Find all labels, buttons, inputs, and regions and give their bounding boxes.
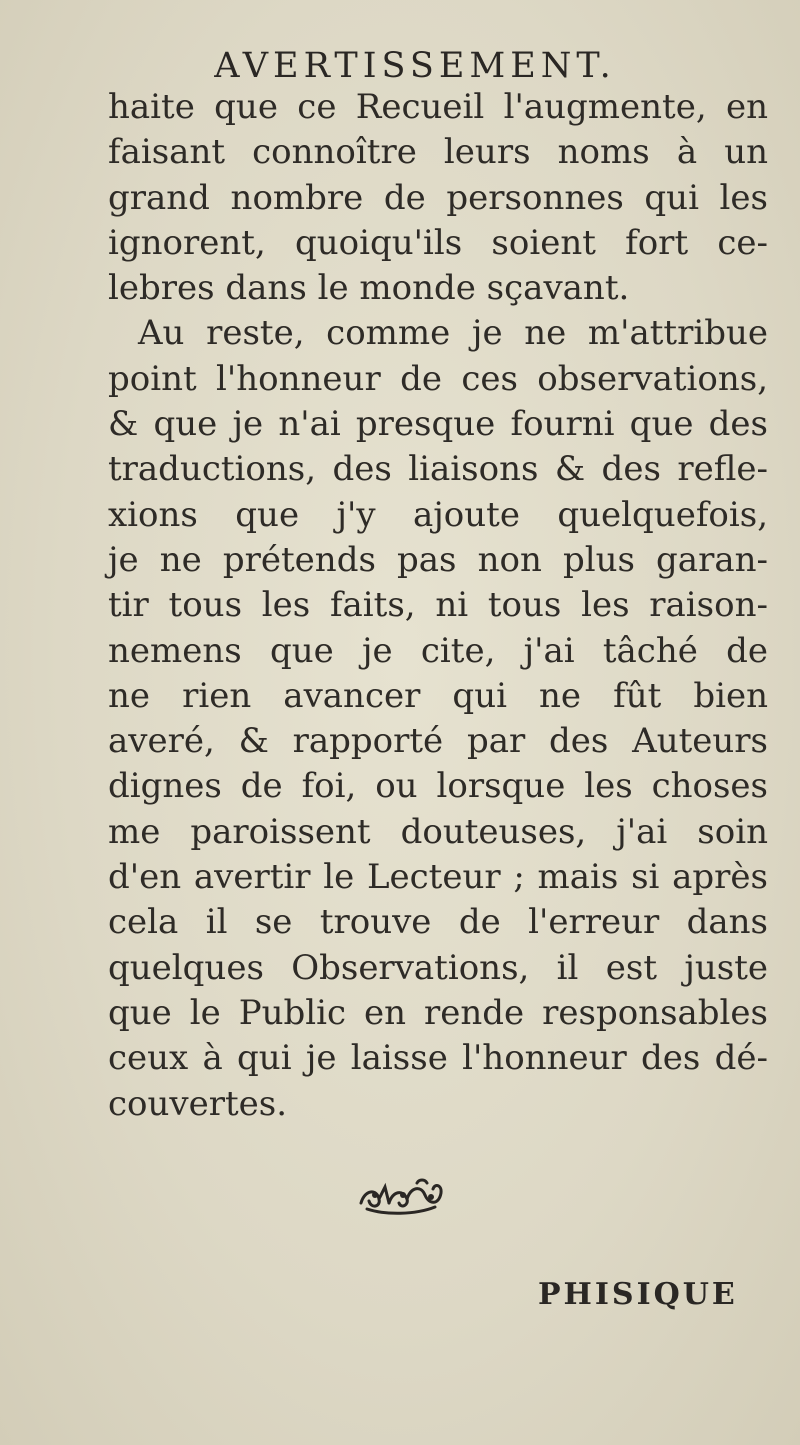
- text-line: ignorent, quoiqu'ils soient fort ce-: [108, 222, 768, 263]
- text-line: haite que ce Recueil l'augmente, en: [108, 87, 768, 127]
- catchword: PHISIQUE: [538, 1277, 738, 1312]
- text-line: cela il se trouve de l'erreur dans: [108, 902, 768, 943]
- text-line: traductions, des liaisons & des refle-: [108, 449, 768, 490]
- text-line: je ne prétends pas non plus garan-: [108, 539, 768, 580]
- text-line: lebres dans le monde sçavant.: [108, 268, 630, 309]
- text-line: point l'honneur de ces observations,: [108, 358, 768, 399]
- text-line: que le Public en rende responsables: [108, 992, 768, 1033]
- text-line: quelques Observations, il est juste: [108, 947, 768, 988]
- text-line: grand nombre de personnes qui les: [108, 177, 768, 218]
- running-head: AVERTISSEMENT.: [214, 46, 616, 86]
- body-text: [108, 85, 768, 1127]
- text-line: d'en avertir le Lecteur ; mais si après: [108, 857, 768, 898]
- text-line: Au reste, comme je ne m'attribue: [138, 313, 768, 354]
- text-line: tir tous les faits, ni tous les raison-: [108, 585, 768, 626]
- text-line: couvertes.: [108, 1083, 288, 1124]
- text-line: & que je n'ai presque fourni que des: [108, 404, 768, 445]
- text-line: nemens que je cite, j'ai tâché de: [108, 630, 768, 671]
- text-line: faisant connoître leurs noms à un: [108, 132, 768, 173]
- text-line: ceux à qui je laisse l'honneur des dé-: [108, 1038, 768, 1079]
- text-line: ne rien avancer qui ne fût bien: [108, 675, 768, 716]
- text-line: me paroissent douteuses, j'ai soin: [108, 811, 768, 852]
- text-line: dignes de foi, ou lorsque les choses: [108, 766, 768, 807]
- text-line: averé, & rapporté par des Auteurs: [108, 721, 768, 762]
- fleuron-ornament-icon: [355, 1175, 447, 1219]
- text-line: xions que j'y ajoute quelquefois,: [108, 494, 768, 535]
